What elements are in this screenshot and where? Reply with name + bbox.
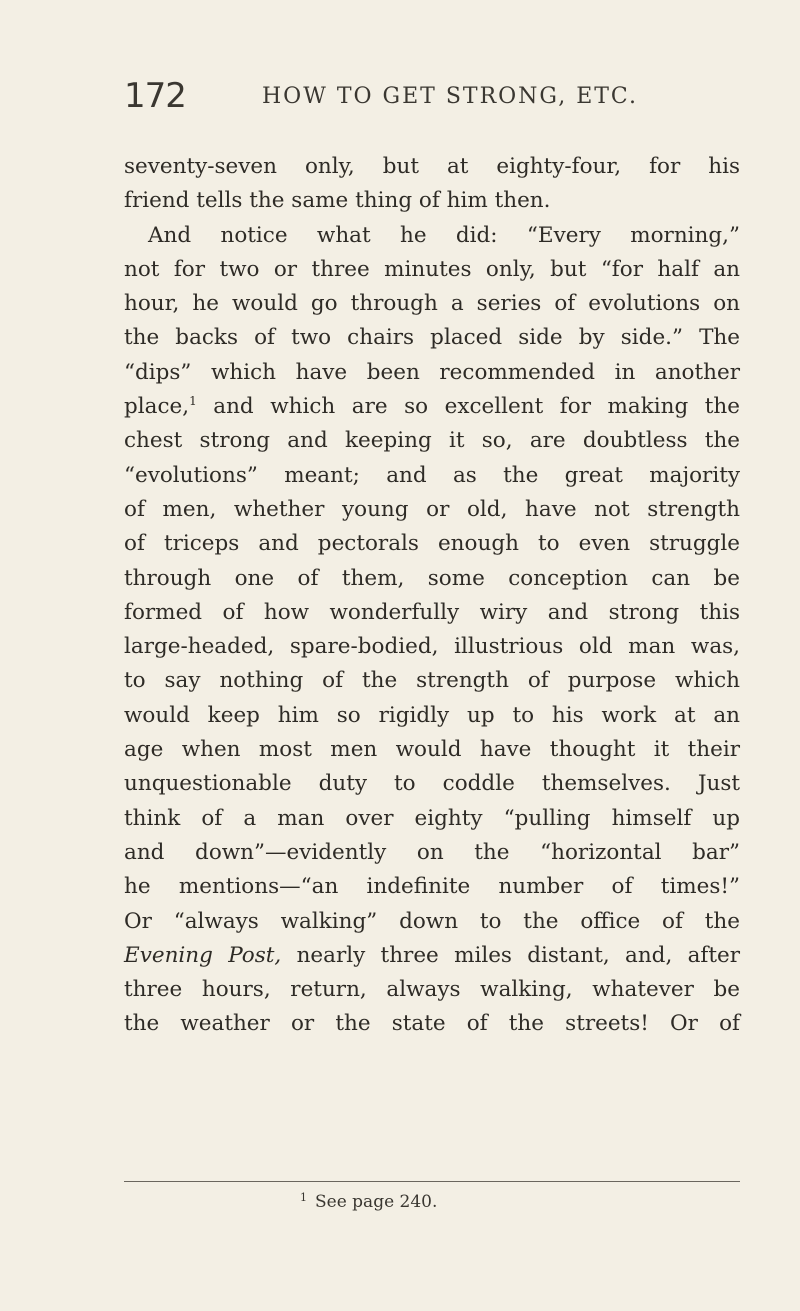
text-line: unquestionable duty to coddle themselves. Just: [124, 771, 740, 797]
text-line: seventy-seven only, but at eighty-four, for his: [124, 154, 740, 179]
text-line: the weather or the state of the streets! Or of: [124, 1011, 740, 1037]
text-line: [124, 939, 740, 973]
text-fragment: and which are so excellent for making the: [213, 394, 740, 420]
italic-title: Evening Post,: [124, 942, 282, 968]
text-line: of triceps and pectorals enough to even struggle: [124, 531, 740, 557]
text-line: friend tells the same thing of him then.: [124, 188, 551, 214]
text-line: not for two or three minutes only, but “for half an: [124, 256, 740, 282]
text-line: chest strong and keeping it so, are doubtless the: [124, 428, 740, 454]
text-line: and down”—evidently on the “horizontal bar”: [124, 839, 740, 865]
footnote: [300, 1191, 437, 1212]
text-line: [124, 390, 740, 424]
text-line: to say nothing of the strength of purpose which: [124, 668, 740, 694]
text-line: he mentions—“an indefinite number of times!”: [124, 874, 740, 900]
text-line: through one of them, some conception can be: [124, 565, 740, 591]
page-number: 172: [124, 76, 186, 116]
text-line: think of a man over eighty “pulling himself up: [124, 805, 740, 831]
text-line: And notice what he did: “Every morning,”: [148, 222, 740, 248]
text-line: large-headed, spare-bodied, illustrious old man was,: [124, 634, 740, 660]
text-fragment: nearly three miles distant, and, after: [296, 942, 740, 968]
footnote-text: See page 240.: [315, 1192, 438, 1212]
text-line: formed of how wonderfully wiry and strong this: [124, 599, 740, 625]
text-line: “dips” which have been recommended in another: [124, 359, 740, 385]
text-line: of men, whether young or old, have not strength: [124, 496, 740, 522]
body-text: [124, 150, 740, 1042]
text-line: three hours, return, always walking, whatever be: [124, 977, 740, 1003]
text-fragment: place,: [124, 394, 190, 420]
text-line: “evolutions” meant; and as the great majority: [124, 462, 740, 488]
footnote-ref: 1: [189, 394, 197, 409]
text-line: age when most men would have thought it their: [124, 737, 740, 763]
footnote-divider: [124, 1181, 740, 1182]
running-title: HOW TO GET STRONG, ETC.: [262, 84, 638, 109]
text-line: the backs of two chairs placed side by side.” The: [124, 325, 740, 351]
text-line: hour, he would go through a series of evolutions on: [124, 291, 740, 317]
footnote-marker: 1: [300, 1191, 307, 1204]
text-line: Or “always walking” down to the office of the: [124, 908, 740, 934]
text-line: would keep him so rigidly up to his work at an: [124, 702, 740, 728]
